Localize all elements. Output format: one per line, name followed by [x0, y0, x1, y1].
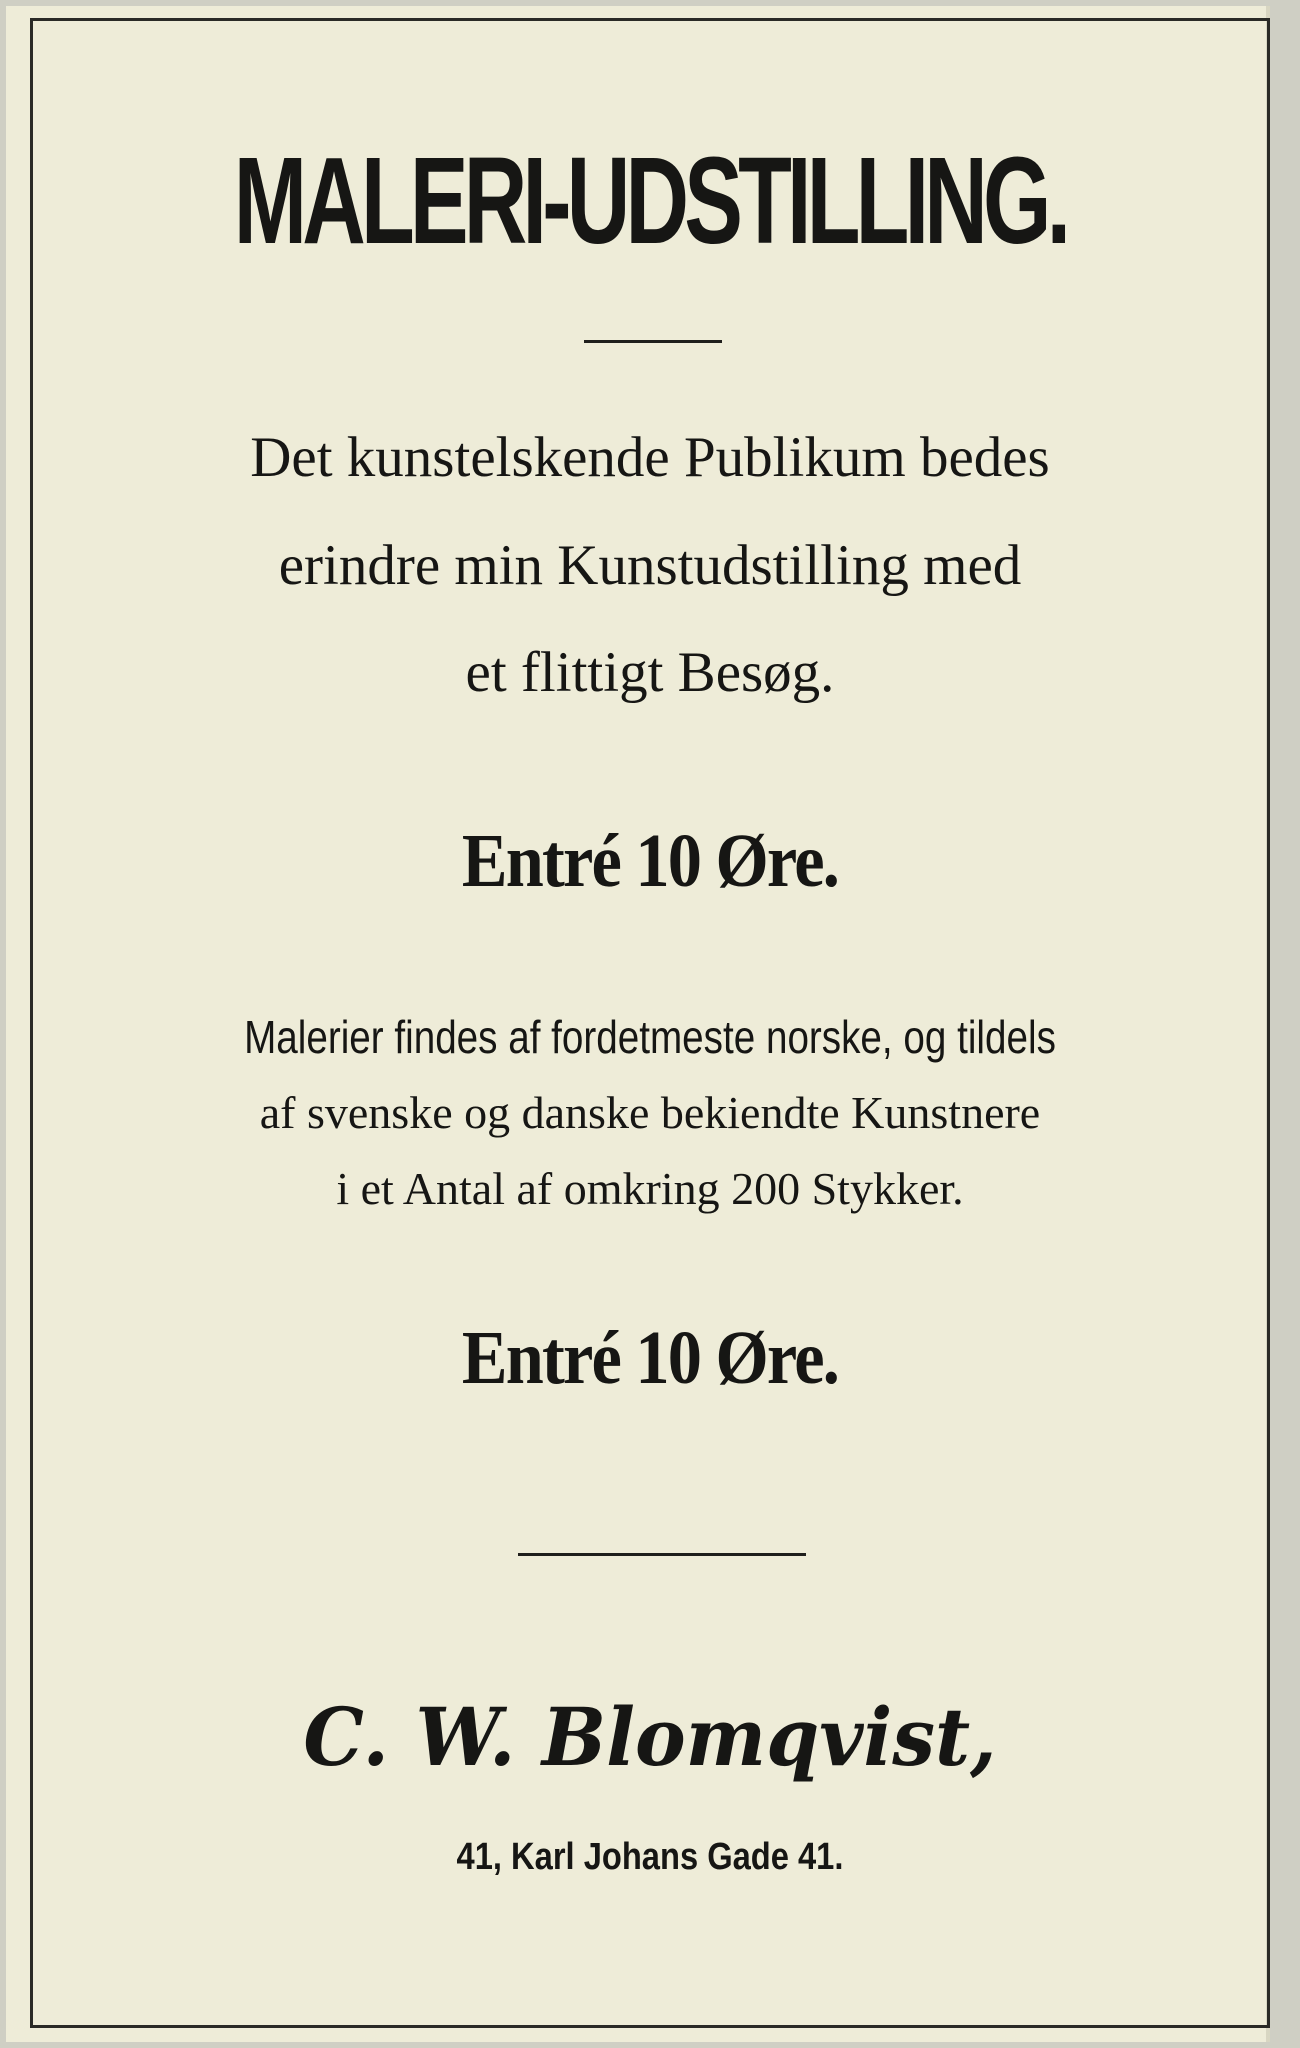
divider-rule-bottom — [518, 1553, 806, 1556]
intro-line-3: et flittigt Besøg. — [465, 641, 835, 704]
divider-rule-top — [584, 340, 722, 343]
address-line: 41, Karl Johans Gade 41. — [456, 1836, 844, 1878]
entry-fee-1: Entré 10 Øre. — [461, 819, 839, 903]
entry-fee-2: Entré 10 Øre. — [461, 1316, 839, 1400]
signature-name: C. W. Blomqvist, — [303, 1690, 997, 1784]
poster-headline: MALERI-UDSTILLING. — [233, 132, 1067, 270]
intro-line-2: erindre min Kunstudstilling med — [278, 534, 1022, 597]
description-line-1: Malerier findes af fordetmeste norske, og tildels — [244, 1011, 1056, 1063]
intro-line-1: Det kunstelskende Publikum bedes — [250, 426, 1050, 489]
description-line-2: af svenske og danske bekiendte Kunstnere — [259, 1087, 1041, 1138]
description-line-3: i et Antal af omkring 200 Stykker. — [336, 1163, 964, 1214]
